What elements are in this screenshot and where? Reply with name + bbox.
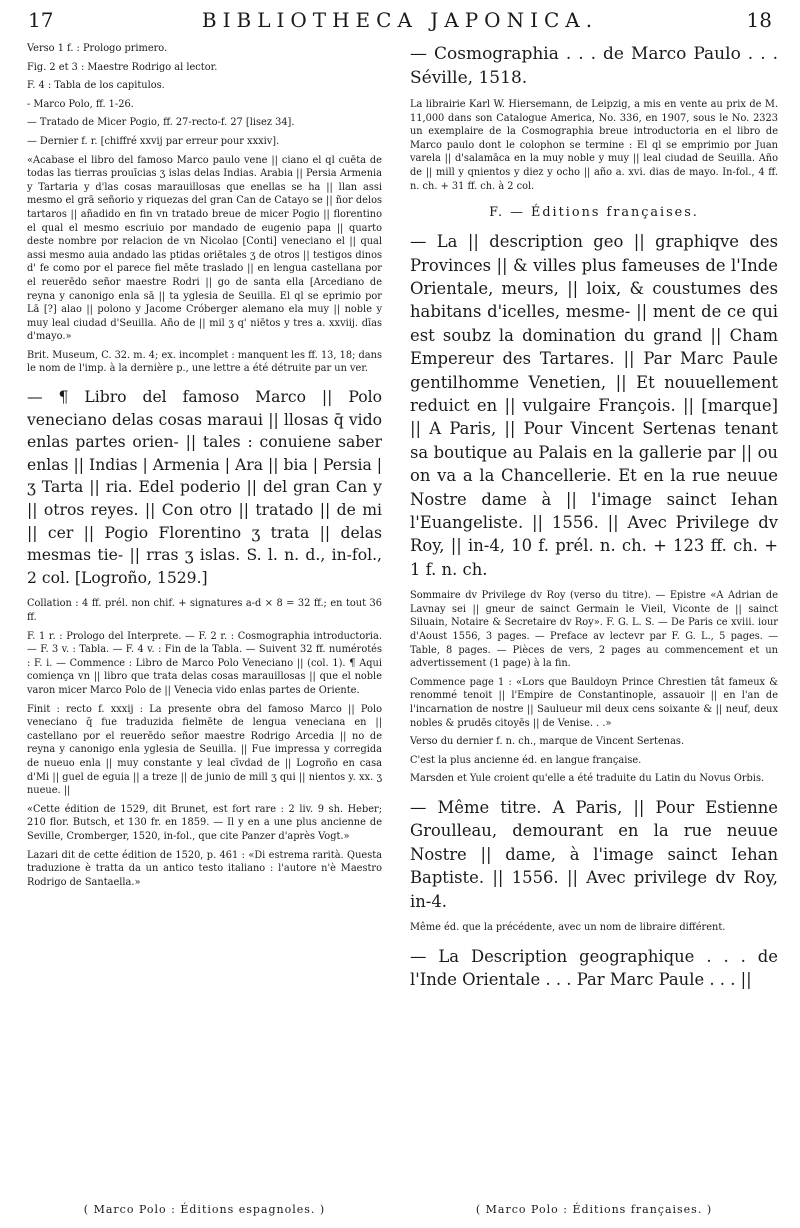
page-header bbox=[28, 8, 772, 30]
museum-note: Brit. Museum, C. 32. m. 4; ex. incomplet : manquent les ff. 13, 18; dans le nom de l'imp. à la dernière p., une lettre a été détruite par un ver. bbox=[27, 349, 382, 375]
left-column bbox=[27, 42, 382, 1184]
book-title-entry: — ¶ Libro del famoso Marco || Polo veneciano delas cosas maraui || llosas q̄ vido enlas partes orien- || tales : conuiene saber enlas || Indias | Armenia | Ara || bia | Persia | ʒ Tarta || ria. Edel poderio || del gran Can y || otros reyes. || Con otro || tratado || de mi || cer || Pogio Florentino ʒ trata || delas mesmas tie- || rras ʒ islas. S. l. n. d., in-fol., 2 col. [Logroño, 1529.] bbox=[27, 388, 382, 587]
description-entry: — La || description geo || graphiqve des Provinces || & villes plus fameuses de l'Inde Orientale, meurs, || loix, & coustumes des habitans d'icelles, mesme- || ment de ce qui est soubz la domination du grand || Cham Empereur des Tartares. || Par Marc Paule gentilhomme Venetien, || Et nouuellement reduict en || vulgaire François. || [marque] || A Paris, || Pour Vincent Sertenas tenant sa boutique au Palais en la gallerie par || ou on va a la Chancellerie. Et en la rue neuue Nostre dame à || l'image sainct Iehan l'Euangeliste. || 1556. || Avec Privilege dv Roy, || in-4, 10 f. prél. n. ch. + 123 ff. ch. + 1 f. n. ch. bbox=[410, 232, 778, 579]
sommaire-note: Sommaire dv Privilege dv Roy (verso du titre). — Epistre «A Adrian de Lavnay sei || gneur de sainct Germain le Vieil, Viconte de || sainct Siluain, Notaire & Secretaire dv Roy». F. G. L. S. — De Paris ce xviii. iour d'Aoust 1556, 3 pages. — Preface av lectevr par F. G. L., 5 pages. — Table, 8 pages. — Pièces de vers, 2 pages au commencement et un advertissement (1 page) à la fin. bbox=[410, 590, 778, 670]
right-column bbox=[410, 42, 778, 1184]
table-line: F. 4 : Tabla de los capitulos. bbox=[27, 80, 165, 92]
fig-line: Fig. 2 et 3 : Maestre Rodrigo al lector. bbox=[27, 61, 218, 73]
page-number-right: 18 bbox=[746, 8, 772, 32]
meme-ed-note: Même éd. que la précédente, avec un nom de libraire différent. bbox=[410, 922, 726, 933]
verso-line: Verso 1 f. : Prologo primero. bbox=[27, 43, 168, 54]
collation-note: Collation : 4 ff. prél. non chif. + signatures a-d × 8 = 32 ff.; en tout 36 ff. bbox=[27, 598, 382, 623]
meme-titre-entry: — Même titre. A Paris, || Pour Estienne Groulleau, demourant en la rue neuue Nostre || dame, à l'image sainct Iehan Baptiste. || 1556. || Avec privilege dv Roy, in-4. bbox=[410, 797, 778, 911]
tratado-line: — Tratado de Micer Pogio, ff. 27-recto-f. 27 [lisez 34]. bbox=[27, 117, 295, 129]
running-title: BIBLIOTHECA JAPONICA. bbox=[201, 8, 599, 32]
left-footer: ( Marco Polo : Éditions espagnoles. ) bbox=[83, 1203, 326, 1216]
section-heading: F. — Éditions françaises. bbox=[489, 205, 699, 221]
finit-note: Finit : recto f. xxxij : La presente obra del famoso Marco || Polo veneciano q̄ fue traduzida fielmēte de lengua veneciana en || castellano por el reuerēdo señor maestre Rodrigo Arcedia || no de reyna y canonigo enla yglesia de Seuilla. || Fue impressa y corregida de nueuo enla || muy constante y leal cīvdad de || Logroño en casa d'Mi || guel de eguia || a treze || de junio de mill ʒ qui || nientos y. xx. ʒ nueue. || bbox=[27, 703, 382, 797]
colophon-quote: «Acabase el libro del famoso Marco paulo vene || ciano el ql cuēta de todas las tierras prouīcias ʒ islas delas Indias. Arabia || Persia Armenia y Tartaria y d'las cosas marauillosas que enellas se ha || llan assi mesmo el grā señorio y riquezas del gran Can de Catayo se || ñor delos tartaros || añadido en fin vn tratado breue de micer Pogio || florentino el qual el mesmo escriuio por mandado de eugenio papa || quarto deste nombre por relacion de vn Nicolao [Conti] veneciano el || qual assi mesmo auia andado las ptidas oriētales ʒ de otros || testigos dinos d' fe como por el parece fiel mēte traslado || en lengua castellana por el reuerēdo señor maestre Rodri || go de santa ella [Arcediano de reyna y canonigo enla sā || ta yglesia de Seuilla. El ql se eprimio por Lā [?] alao || polono y Jacome Cróberger alemano ela muy || noble y muy leal ciudad d'Seuilla. Año de || mil ʒ q' niētos y tres a. xxviij. dīas d'mayo.» bbox=[27, 154, 382, 343]
marsden-note: Marsden et Yule croient qu'elle a été traduite du Latin du Novus Orbis. bbox=[410, 773, 765, 785]
commence-note: Commence page 1 : «Lors que Bauldoyn Prince Chrestien tât fameux & renommé tenoit || l'Empire de Constantinople, assauoir || en l'an de l'incarnation de nostre || Saulueur mil deux cens soixante & || neuf, deux nobles & prudēs citoyēs || de Venise. . .» bbox=[410, 676, 778, 729]
page-number-left: 17 bbox=[28, 8, 54, 32]
dernier-line: — Dernier f. r. [chiffré xxvij par erreur pour xxxiv]. bbox=[27, 135, 280, 147]
cosmographia-entry: — Cosmographia . . . de Marco Paulo . . . Séville, 1518. bbox=[410, 44, 778, 88]
contents-note: F. 1 r. : Prologo del Interprete. — F. 2 r. : Cosmographia introductoria. — F. 3 v. : Tabla. — F. 4 v. : Fin de la Tabla. — Suivent 32 ff. numérotés : F. i. — Commence : Libro de Marco Polo Veneciano || (col. 1). ¶ Aqui comiença vn || libro que trata delas cosas marauillosas || que el noble varon micer Marco Polo de || Venecia vido enlas partes de Oriente. bbox=[27, 630, 382, 696]
marco-polo-line: - Marco Polo, ff. 1-26. bbox=[27, 98, 134, 110]
ancienne-note: C'est la plus ancienne éd. en langue française. bbox=[410, 754, 642, 766]
hiersemann-note: La librairie Karl W. Hiersemann, de Leipzig, a mis en vente au prix de M. 11,000 dans son Catalogue America, No. 336, en 1907, sous le No. 2323 un exemplaire de la Cosmographia breue introductoria en el libro de Marco paulo dont le colophon se termine : El ql se emprimio por Juan varela || d'salamāca en la muy noble y muy || leal ciudad de Seuilla. Año de || mill y qnientos y diez y ocho || año a. xvi. dias de mayo. In-fol., 4 ff. n. ch. + 31 ff. ch. à 2 col. bbox=[410, 99, 778, 192]
description-entry-2: — La Description geographique . . . de l'Inde Orientale . . . Par Marc Paule . . . || bbox=[410, 946, 778, 989]
right-footer: ( Marco Polo : Éditions françaises. ) bbox=[475, 1203, 713, 1216]
verso-note: Verso du dernier f. n. ch., marque de Vincent Sertenas. bbox=[410, 736, 685, 748]
lazari-quote: Lazari dit de cette édition de 1520, p. 461 : «Di estrema rarità. Questa traduzione è tratta da un antico testo italiano : l'autore n'è Maestro Rodrigo de Santaella.» bbox=[27, 849, 382, 888]
brunet-quote: «Cette édition de 1529, dit Brunet, est fort rare : 2 liv. 9 sh. Heber; 210 flor. Butsch, et 130 fr. en 1859. — Il y en a une plus ancienne de Seville, Cromberger, 1520, in-fol., que cite Panzer d'après Vogt.» bbox=[27, 803, 382, 842]
